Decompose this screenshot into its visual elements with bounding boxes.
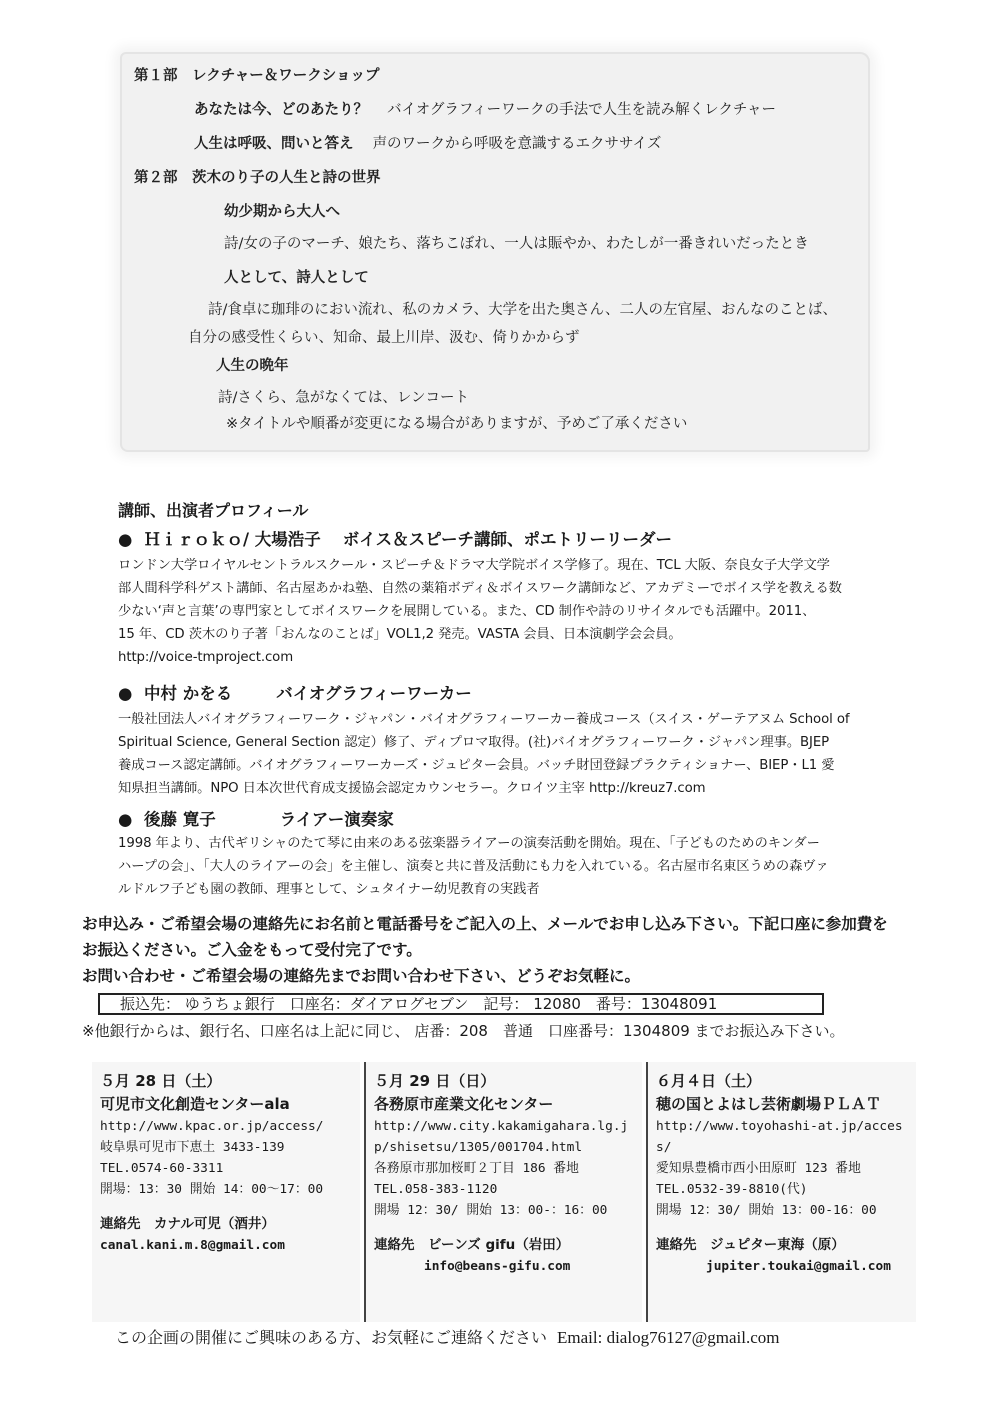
part1-item1-title: あなたは今、どのあたり？ xyxy=(194,102,368,118)
section2-title: 人として、詩人として xyxy=(224,270,369,286)
profile-3-bio xyxy=(118,832,829,901)
bullet-icon: ● xyxy=(118,684,133,703)
venue-email[interactable]: jupiter.toukai@gmail.com xyxy=(706,1259,891,1274)
bio-line: 養成コース認定講師。バイオグラフィーワーカーズ・ジュピター会員。バッチ財団登録プラクティショナー、BIEP・L1 愛 xyxy=(118,758,835,773)
bio-line: 少ない‘声と言葉’の専門家としてボイスワークを展開している。また、CD 制作や詩のリサイタルでも活躍中。2011、 xyxy=(118,604,816,619)
bank-transfer-box: 振込先： ゆうちょ銀行 口座名：ダイアログセブン 記号： 12080 番号：13048091 xyxy=(98,993,824,1015)
venue-time: 開場：13：30 開始 14：00～17：00 xyxy=(100,1182,324,1197)
footer-text: この企画の開催にご興味のある方、お気軽にご連絡ください xyxy=(115,1328,548,1347)
venue-url[interactable]: http://www.city.kakamigahara.lg.jp/shisetsu/1305/001704.html xyxy=(374,1119,629,1155)
venue-column-3 xyxy=(646,1062,916,1322)
profile-1-name: Ｈｉｒｏｋｏ/ 大場浩子 xyxy=(144,530,321,549)
other-bank-note: ※他銀行からは、銀行名、口座名は上記に同じ、 店番：208 普通 口座番号：1304809 までお振込み下さい。 xyxy=(82,1022,845,1040)
bio-line: 部人間科学科ゲスト講師、名古屋あかね塾、自然の薬箱ボディ＆ボイスワーク講師など、アカデミーでボイス学を教える数 xyxy=(118,581,842,596)
venue-contact: 連絡先 ジュピター東海（原） xyxy=(656,1237,845,1253)
part1-item1-desc: バイオグラフィーワークの手法で人生を読み解くレクチャー xyxy=(387,102,776,118)
venue-url[interactable]: http://www.kpac.or.jp/access/ xyxy=(100,1119,324,1134)
program-note: ※タイトルや順番が変更になる場合がありますが、予めご了承ください xyxy=(226,416,688,432)
venue-name: 穂の国とよはし芸術劇場ＰＬＡＴ xyxy=(656,1095,882,1113)
venue-time: 開場 12：30/ 開始 13：00-：16：00 xyxy=(374,1203,608,1218)
bio-line: 知県担当講師。NPO 日本次世代育成支援協会認定カウンセラー。クロイツ主宰 http://kreuz7.com xyxy=(118,781,706,796)
venue-contact: 連絡先 ビーンズ gifu（岩田） xyxy=(374,1237,570,1253)
part1-title: 第１部 レクチャー＆ワークショップ xyxy=(134,68,380,84)
venue-time: 開場 12：30/ 開始 13：00-16：00 xyxy=(656,1203,877,1218)
footer xyxy=(115,1325,779,1348)
part1-item2-title: 人生は呼吸、問いと答え xyxy=(194,136,354,152)
profile-2-bio xyxy=(118,708,849,800)
part2-title: 第２部 茨木のり子の人生と詩の世界 xyxy=(134,170,381,186)
section3-title: 人生の晩年 xyxy=(216,358,289,374)
footer-email[interactable]: Email: dialog76127@gmail.com xyxy=(557,1328,780,1347)
venue-email[interactable]: info@beans-gifu.com xyxy=(424,1259,571,1274)
profile-heading: 講師、出演者プロフィール xyxy=(118,501,309,520)
profile-3-role: ライアー演奏家 xyxy=(279,810,394,829)
bullet-icon: ● xyxy=(118,810,133,829)
application-line2: お振込ください。ご入金をもって受付完了です。 xyxy=(82,941,422,959)
venue-column-2 xyxy=(364,1062,642,1322)
profile-1-bio xyxy=(118,554,842,669)
venue-url[interactable]: http://www.toyohashi-at.jp/access/ xyxy=(656,1119,903,1155)
venue-name: 各務原市産業文化センター xyxy=(374,1095,554,1113)
venue-name: 可児市文化創造センターala xyxy=(100,1095,290,1113)
profile-1-role: ボイス＆スピーチ講師、ポエトリーリーダー xyxy=(342,530,672,549)
part1-item1 xyxy=(194,98,776,119)
section2-poems-line2: 自分の感受性くらい、知命、最上川岸、汲む、倚りかからず xyxy=(188,330,580,346)
program-box xyxy=(120,52,870,452)
venue-date: ６月４日（土） xyxy=(656,1072,762,1090)
venue-tel: TEL.0574-60-3311 xyxy=(100,1161,224,1176)
section1-poems: 詩/女の子のマーチ、娘たち、落ちこぼれ、一人は賑やか、わたしが一番きれいだったとき xyxy=(224,236,809,252)
bio-line: ロンドン大学ロイヤルセントラルスクール・スピーチ＆ドラマ大学院ボイス学修了。現在、TCL 大阪、奈良女子大学文学 xyxy=(118,558,830,573)
part1-item2 xyxy=(194,132,661,153)
venue-date: ５月 28 日（土） xyxy=(100,1072,222,1090)
venue-address: 各務原市那加桜町２丁目 186 番地 xyxy=(374,1161,579,1176)
profile-1-header xyxy=(118,526,672,550)
bio-line: 一般社団法人バイオグラフィーワーク・ジャパン・バイオグラフィーワーカー養成コース（スイス・ゲーテアヌム School of xyxy=(118,712,850,727)
profile-2-header xyxy=(118,680,472,704)
bio-line: Spiritual Science, General Section 認定）修了、ディプロマ取得。(社)バイオグラフィーワーク・ジャパン理事。BJEP xyxy=(118,735,830,750)
bio-line: 15 年、CD 茨木のり子著「おんなのことば」VOL1,2 発売。VASTA 会員、日本演劇学会会員。 xyxy=(118,627,682,642)
profile-3-header xyxy=(118,806,394,830)
venue-date: ５月 29 日（日） xyxy=(374,1072,496,1090)
venue-tel: TEL.0532-39-8810(代) xyxy=(656,1182,808,1197)
section2-poems-line1: 詩/食卓に珈琲のにおい流れ、私のカメラ、大学を出た奥さん、二人の左官屋、おんなのことば、 xyxy=(208,302,837,318)
venue-address: 愛知県豊橋市西小田原町 123 番地 xyxy=(656,1161,861,1176)
bio-line: 1998 年より、古代ギリシャのたて琴に由来のある弦楽器ライアーの演奏活動を開始。現在、「子どものためのキンダー xyxy=(118,836,820,851)
bullet-icon: ● xyxy=(118,530,133,549)
inquiry-line: お問い合わせ・ご希望会場の連絡先までお問い合わせ下さい、どうぞお気軽に。 xyxy=(82,967,641,985)
profile-2-role: バイオグラフィーワーカー xyxy=(276,684,472,703)
profile-1-link[interactable]: http://voice-tmproject.com xyxy=(118,650,294,665)
bio-line: ハープの会」、「大人のライアーの会」を主催し、演奏と共に普及活動にも力を入れている。名古屋市名東区うめの森ヴァ xyxy=(118,859,829,874)
venue-address: 岐阜県可児市下恵土 3433-139 xyxy=(100,1140,285,1155)
bio-line: ルドルフ子ども園の教師、理事として、シュタイナー幼児教育の実践者 xyxy=(118,882,540,897)
profile-2-name: 中村 かをる xyxy=(144,684,233,703)
part1-item2-desc: 声のワークから呼吸を意識するエクササイズ xyxy=(372,136,662,152)
venue-contact: 連絡先 カナル可児（酒井） xyxy=(100,1216,275,1232)
profile-3-name: 後藤 寛子 xyxy=(144,810,216,829)
venue-column-1 xyxy=(92,1062,360,1322)
application-line1: お申込み・ご希望会場の連絡先にお名前と電話番号をご記入の上、メールでお申し込み下さい。下記口座に参加費を xyxy=(82,915,888,933)
section3-poems: 詩/さくら、急がなくては、レンコート xyxy=(218,390,470,406)
venue-email[interactable]: canal.kani.m.8@gmail.com xyxy=(100,1238,285,1253)
section1-title: 幼少期から大人へ xyxy=(224,204,340,220)
venue-tel: TEL.058-383-1120 xyxy=(374,1182,498,1197)
